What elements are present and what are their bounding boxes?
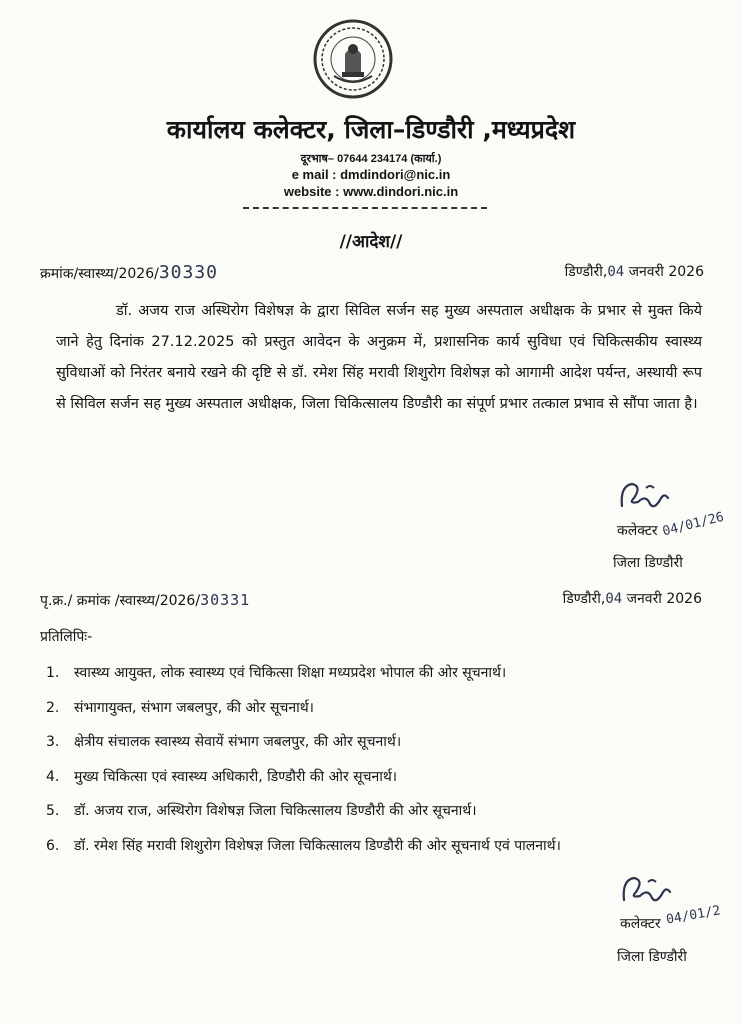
signature-1-designation: कलेक्टर (617, 523, 658, 539)
order-ref-prefix: क्रमांक/स्वास्थ्य/2026/ (40, 266, 159, 282)
endorsement-date (563, 589, 702, 608)
order-date-day: 04 (607, 264, 625, 280)
office-phone: दूरभाष– 07644 234174 (कार्या.) (300, 153, 442, 165)
order-heading: //आदेश// (339, 232, 403, 252)
order-date (565, 262, 704, 281)
endorsement-date-day: 04 (605, 591, 623, 607)
header-divider (243, 207, 487, 209)
signature-2-district: जिला डिण्डौरी (617, 949, 687, 965)
list-item: 4. मुख्य चिकित्सा एवं स्वास्थ्य अधिकारी, डिण्डौरी की ओर सूचनार्थ। (46, 768, 398, 785)
collector-signature-2 (618, 870, 678, 914)
order-date-month-year: जनवरी 2026 (628, 264, 704, 280)
signature-1-date: 04/01/26 (661, 509, 726, 540)
endorsement-date-place: डिण्डौरी, (562, 591, 606, 607)
office-title: कार्यालय कलेक्टर, जिला–डिण्डौरी ,मध्यप्रदेश (166, 115, 576, 144)
signature-2-date: 04/01/2 (665, 903, 722, 928)
collector-signature-1 (616, 476, 676, 520)
order-date-place: डिण्डौरी, (564, 264, 608, 280)
list-item: 3. क्षेत्रीय संचालक स्वास्थ्य सेवायें संभाग जबलपुर, की ओर सूचनार्थ। (46, 734, 402, 750)
copy-label: प्रतिलिपिः- (40, 629, 93, 645)
list-item: 2. संभागायुक्त, संभाग जबलपुर, की ओर सूचनार्थ। (46, 699, 314, 716)
signature-2-designation: कलेक्टर (620, 916, 661, 932)
list-item: 5. डॉ. अजय राज, अस्थिरोग विशेषज्ञ जिला चिकित्सालय डिण्डौरी की ओर सूचनार्थ। (46, 803, 477, 819)
order-reference (40, 262, 218, 283)
list-item: 1. स्वास्थ्य आयुक्त, लोक स्वास्थ्य एवं चिकित्सा शिक्षा मध्यप्रदेश भोपाल की ओर सूचनार्थ। (46, 665, 507, 681)
copy-list (46, 663, 561, 870)
endorsement-ref-number: 30331 (200, 591, 251, 609)
endorsement-ref-prefix: पृ.क्र./ क्रमांक /स्वास्थ्य/2026/ (40, 593, 201, 609)
order-ref-number: 30330 (158, 262, 219, 283)
endorsement-date-month-year: जनवरी 2026 (626, 591, 702, 607)
order-body: डॉ. अजय राज अस्थिरोग विशेषज्ञ के द्वारा सिविल सर्जन सह मुख्य अस्पताल अधीक्षक के प्रभार से मुक्त किये जाने हेतु दिनांक 27.12.2025 को प्रस्तुत आवेदन के अनुक्रम में, प्रशासनिक कार्य सुविधा एवं चिकित्सकीय स्वास्थ्य सुविधाओं को निरंतर बनाये रखने की दृष्टि से डॉ. रमेश सिंह मरावी शिशुरोग विशेषज्ञ को आगामी आदेश पर्यन्त, अस्थायी रूप से सिविल सर्जन सह मुख्य अस्पताल अधीक्षक, जिला चिकित्सालय डिण्डौरी का संपूर्ण प्रभार तत्काल प्रभाव से सौंपा जाता है। (56, 303, 702, 412)
endorsement-reference (40, 591, 250, 610)
signature-1-district: जिला डिण्डौरी (613, 555, 683, 571)
state-emblem-icon (312, 18, 394, 100)
office-email: e mail : dmdindori@nic.in (291, 167, 451, 182)
list-item: 6. डॉ. रमेश सिंह मरावी शिशुरोग विशेषज्ञ जिला चिकित्सालय डिण्डौरी की ओर सूचनार्थ एवं पालनार्थ। (46, 837, 561, 854)
office-website: website : www.dindori.nic.in (283, 184, 459, 199)
